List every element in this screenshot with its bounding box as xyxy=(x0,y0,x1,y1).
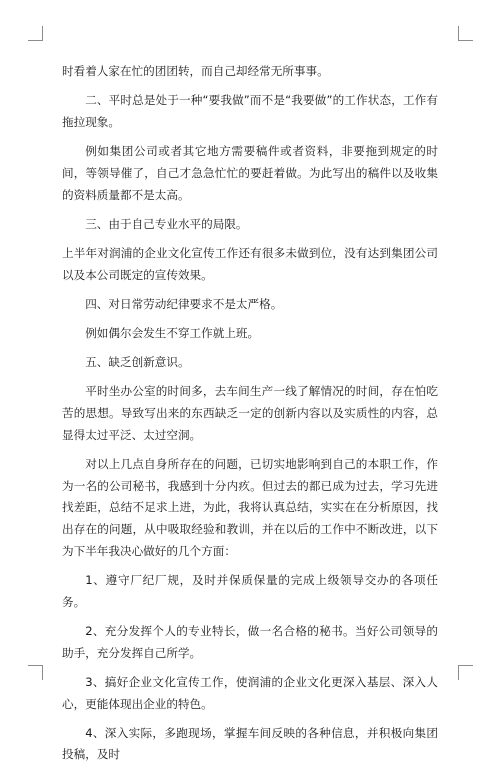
paragraph-6: 四、对日常劳动纪律要求不是太严格。 xyxy=(85,296,283,311)
paragraph-12: 2、充分发挥个人的专业特长，做一名合格的秘书。当好公司领导的助手，充分发挥自己所学。 xyxy=(62,623,438,660)
paragraph-11: 1、遵守厂纪厂规，及时并保质保量的完成上级领导交办的各项任务。 xyxy=(62,573,438,609)
crop-mark-top-left xyxy=(28,26,43,41)
paragraph-10: 对以上几点自身所存在的问题，已切实地影响到自己的本职工作，作为一名的公司秘书，我感到十分内疚。但过去的都已成为过去，学习先进找差距，总结不足求上进，为此，我将认真总结，实实在在分析原因，找出存在的问题，从中吸取经验和教训，并在以后的工作中不断改进，以下为下半年我决心做好的几个方面： xyxy=(62,457,438,558)
paragraph-3: 例如集团公司或者其它地方需要稿件或者资料，非要拖到规定的时间，等领导催了，自己才急急忙忙的要赶着做。为此写出的稿件以及收集的资料质量都不是太高。 xyxy=(62,144,438,202)
paragraph-2: 二、平时总是处于一种“要我做”而不是“我要做”的工作状态，工作有拖拉现象。 xyxy=(62,93,438,129)
paragraph-7: 例如偶尔会发生不穿工作就上班。 xyxy=(85,326,260,341)
crop-mark-bottom-left xyxy=(28,665,43,680)
document-body xyxy=(62,61,438,774)
paragraph-13: 3、搞好企业文化宣传工作，使润浦的企业文化更深入基层、深入人心，更能体现出企业的特色。 xyxy=(62,674,438,711)
paragraph-14: 4、深入实际，多跑现场，掌握车间反映的各种信息，并积极向集团投稿，及时 xyxy=(62,725,438,762)
paragraph-4: 三、由于自己专业水平的局限。 xyxy=(85,216,248,231)
paragraph-9: 平时坐办公室的时间多，去车间生产一线了解情况的时间，存在怕吃苦的思想。导致写出来的东西缺乏一定的创新内容以及实质性的内容，总显得太过平泛、太过空洞。 xyxy=(62,384,438,442)
crop-mark-bottom-right xyxy=(458,665,473,680)
paragraph-1: 时看着人家在忙的团团转，而自己却经常无所事事。 xyxy=(62,64,329,78)
crop-mark-top-right xyxy=(458,26,473,41)
paragraph-5: 上半年对润浦的企业文化宣传工作还有很多未做到位，没有达到集团公司以及本公司既定的宣传效果。 xyxy=(62,245,438,282)
paragraph-8: 五、缺乏创新意识。 xyxy=(85,355,190,370)
